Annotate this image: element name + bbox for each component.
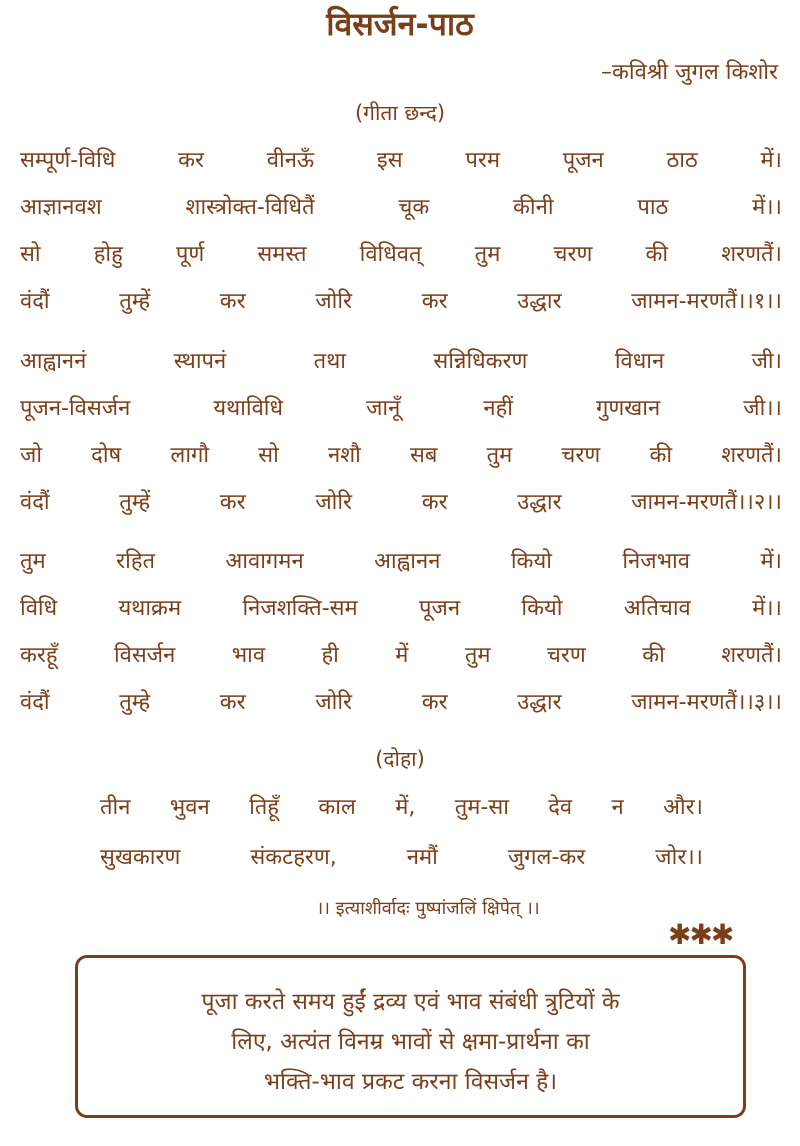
verse-word: अतिचाव [623, 596, 691, 621]
verse-line [20, 239, 782, 286]
verse-word: विधि [20, 596, 58, 621]
verse-word: निजभाव [622, 549, 690, 574]
verse-word: नशौ [327, 443, 361, 468]
verse-word: तुम [486, 443, 513, 468]
verse-line [20, 145, 782, 192]
verse-word: तुम्हे [119, 690, 151, 715]
verse-word: समस्त [257, 242, 307, 267]
verse-word: परम [465, 148, 500, 173]
verse-word: आह्वानन [374, 549, 441, 574]
verse-word: में, [395, 795, 416, 820]
verse-word: पूजन-विसर्जन [20, 396, 131, 421]
verse-word: ठाठ [666, 148, 698, 173]
note-line: भक्ति-भाव प्रकट करना विसर्जन है। [263, 1069, 558, 1095]
verse-word: करहूँ [20, 643, 58, 668]
verse-word: सुखकारण [100, 845, 181, 870]
verse-word: की [649, 443, 673, 468]
verse-word: पाठ [637, 195, 669, 220]
verse-word: में [395, 643, 409, 668]
stanza-2 [20, 346, 782, 534]
verse-word: आज्ञानवश [20, 195, 102, 220]
verse-word: चूक [398, 195, 430, 220]
verse-word: जामन-मरणतैं।।२।। [631, 490, 782, 515]
verse-line [20, 440, 782, 487]
verse-word: कर [219, 690, 246, 715]
verse-word: गुणखान [596, 396, 661, 421]
verse-word: लागौ [170, 443, 210, 468]
verse-word: कर [219, 490, 246, 515]
meter-label-geeta: (गीता छन्द) [354, 101, 446, 125]
verse-word: न [611, 795, 624, 820]
verse-word: शरणतैं। [721, 643, 782, 668]
stanza-3 [20, 546, 782, 734]
verse-line [20, 546, 782, 593]
verse-word: सब [410, 443, 438, 468]
verse-word: उद्धार [517, 490, 562, 515]
verse-word: की [645, 242, 669, 267]
verse-word: तुम [474, 242, 501, 267]
verse-word: स्थापनं [173, 349, 227, 374]
verse-word: संकटहरण, [250, 845, 337, 870]
verse-word: ही [321, 643, 339, 668]
verse-word: होहु [93, 242, 123, 267]
verse-word: जोरि [315, 289, 353, 314]
verse-word: तिहूँ [249, 795, 279, 820]
verse-word: जोर।। [655, 845, 703, 870]
verse-word: पूजन [419, 596, 461, 621]
verse-word: विधिवत् [359, 242, 422, 267]
verse-word: आह्वाननं [20, 349, 87, 374]
verse-word: उद्धार [517, 289, 562, 314]
verse-word: तुम्हें [119, 490, 151, 515]
verse-line [20, 687, 782, 734]
verse-word: विसर्जन [113, 643, 176, 668]
verse-word: वंदौं [20, 289, 50, 314]
verse-word: जी।। [743, 396, 782, 421]
verse-word: पूजन [562, 148, 604, 173]
verse-word: जो [20, 443, 43, 468]
verse-word: चरण [561, 443, 601, 468]
star-ornament: ✱✱✱ [668, 918, 733, 951]
verse-word: जी। [751, 349, 782, 374]
verse-word: सम्पूर्ण-विधि [20, 148, 116, 173]
verse-word: चरण [546, 643, 586, 668]
verse-word: तुम [20, 549, 46, 574]
verse-word: जोरि [315, 690, 353, 715]
verse-word: में। [760, 148, 782, 173]
verse-line [20, 593, 782, 640]
note-line: लिए, अत्यंत विनम्र भावों से क्षमा-प्रार्थना का [231, 1029, 590, 1055]
verse-word: जानूँ [366, 396, 401, 421]
verse-word: वीनऊँ [266, 148, 315, 173]
verse-word: भुवन [169, 795, 210, 820]
verse-word: वंदौं [20, 490, 50, 515]
note-line: पूजा करते समय हुईं द्रव्य एवं भाव संबंधी त्रुटियों के [201, 989, 620, 1015]
closing-instruction: ।। इत्याशीर्वादः पुष्पांजलिं क्षिपेत् ।। [316, 898, 540, 919]
verse-word: सो [20, 242, 41, 267]
verse-word: निजशक्ति-सम [242, 596, 358, 621]
verse-word: की [642, 643, 665, 668]
verse-word: चरण [553, 242, 593, 267]
verse-line [20, 346, 782, 393]
verse-word: आवागमन [225, 549, 304, 574]
verse-word: वंदौं [20, 690, 50, 715]
verse-word: यथाक्रम [118, 596, 182, 621]
verse-word: शरणतैं। [721, 242, 782, 267]
note-box [75, 955, 746, 1118]
verse-word: शास्त्रोक्त-विधितैं [185, 195, 315, 220]
verse-word: उद्धार [517, 690, 562, 715]
verse-word: जामन-मरणतैं।।१।। [631, 289, 782, 314]
verse-word: विधान [614, 349, 665, 374]
verse-word: में।। [752, 195, 782, 220]
verse-word: भाव [231, 643, 266, 668]
verse-word: नमौं [406, 845, 438, 870]
verse-word: कर [421, 289, 448, 314]
verse-word: में।। [752, 596, 782, 621]
verse-word: देव [548, 795, 573, 820]
verse-word: पूर्ण [175, 242, 205, 267]
verse-line [20, 487, 782, 534]
verse-word: इस [376, 148, 403, 173]
verse-word: नहीं [483, 396, 513, 421]
verse-word: तुम [464, 643, 491, 668]
verse-word: कीनी [513, 195, 554, 220]
verse-word: यथाविधि [213, 396, 284, 421]
meter-label-doha: (दोहा) [375, 747, 425, 771]
verse-word: जामन-मरणतैं।।३।। [631, 690, 782, 715]
verse-word: दोष [91, 443, 122, 468]
verse-word: रहित [116, 549, 156, 574]
verse-word: कर [421, 690, 448, 715]
verse-word: सो [258, 443, 279, 468]
verse-word: कियो [510, 549, 552, 574]
verse-word: कर [178, 148, 205, 173]
verse-line [20, 192, 782, 239]
verse-line [20, 393, 782, 440]
verse-word: काल [318, 795, 356, 820]
verse-word: कर [421, 490, 448, 515]
verse-word: कियो [521, 596, 563, 621]
verse-word: सन्निधिकरण [433, 349, 528, 374]
verse-line [100, 792, 703, 842]
verse-word: जोरि [315, 490, 353, 515]
verse-word: शरणतैं। [721, 443, 782, 468]
stanza-1 [20, 145, 782, 333]
verse-word: तीन [100, 795, 131, 820]
verse-line [100, 842, 703, 892]
author-credit: –कविश्री जुगल किशोर [601, 60, 778, 85]
verse-line [20, 286, 782, 333]
page-title: विसर्जन-पाठ [326, 5, 474, 43]
verse-word: तथा [313, 349, 346, 374]
verse-word: तुम्हें [119, 289, 151, 314]
verse-word: जुगल-कर [507, 845, 586, 870]
verse-word: तुम-सा [454, 795, 509, 820]
doha-couplet [100, 792, 703, 892]
verse-word: और। [663, 795, 703, 820]
verse-line [20, 640, 782, 687]
verse-word: कर [219, 289, 246, 314]
verse-word: में। [760, 549, 782, 574]
